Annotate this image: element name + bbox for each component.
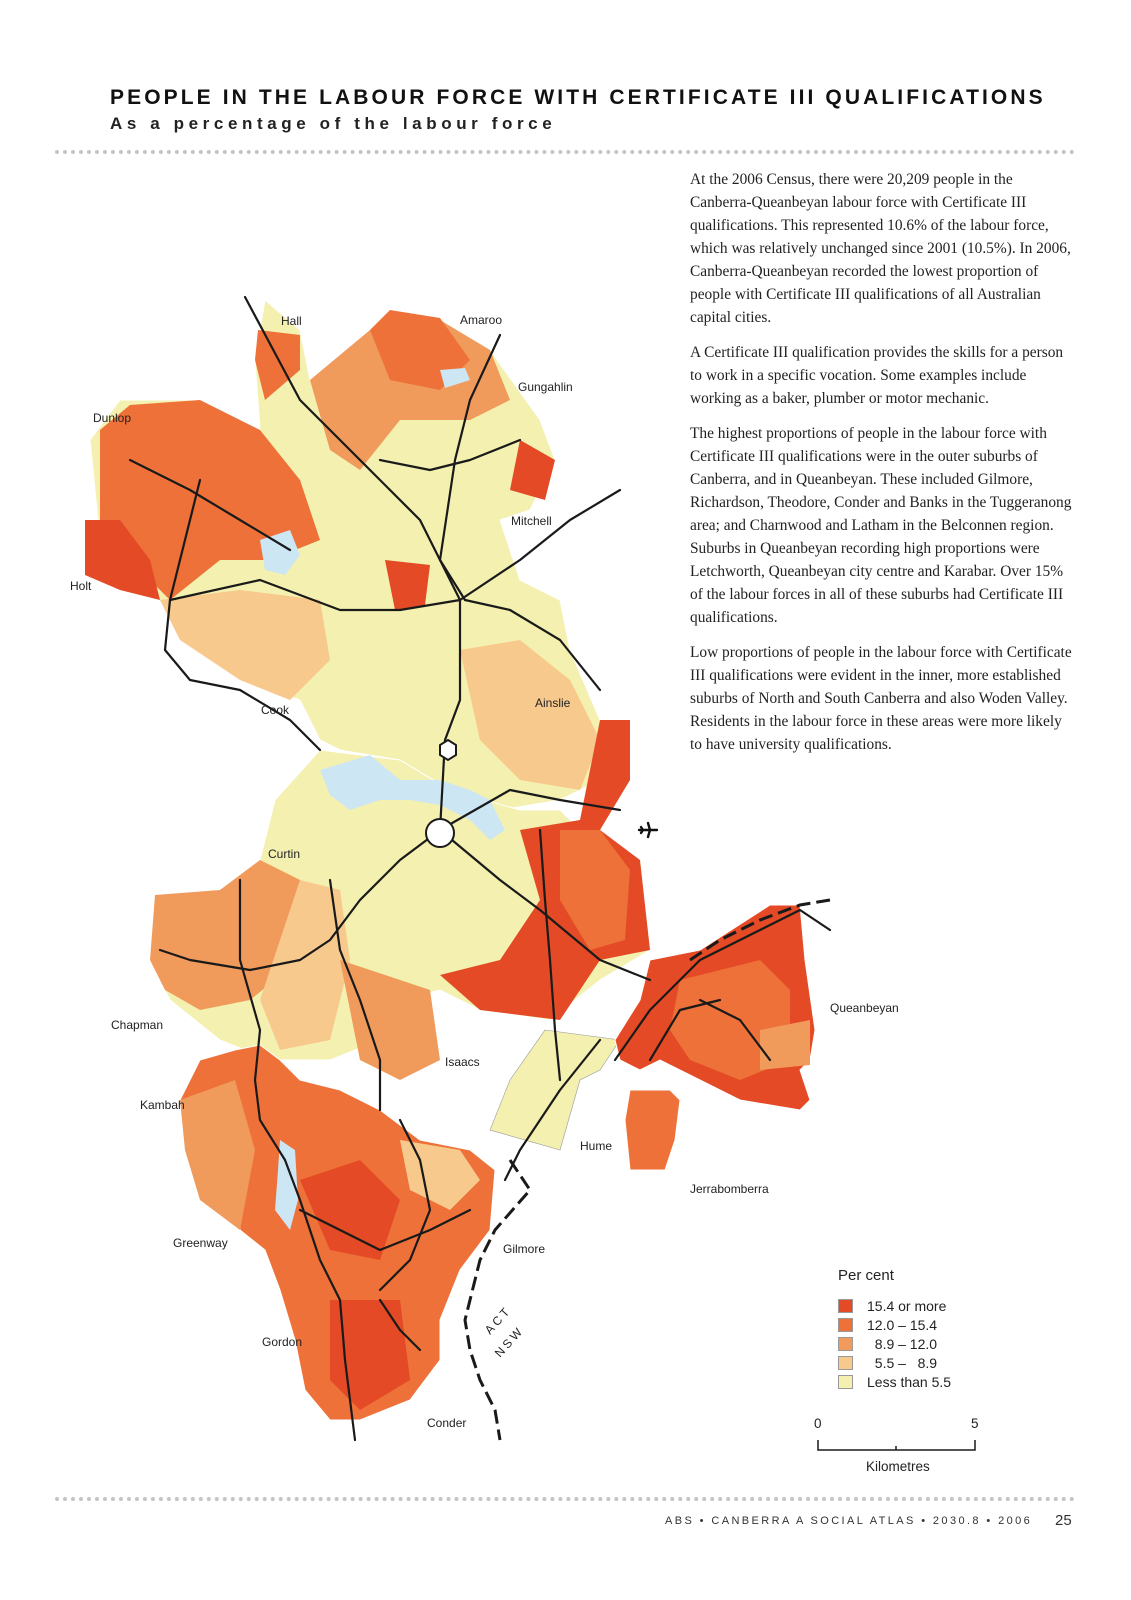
legend-title: Per cent [838, 1267, 894, 1284]
map-region-jerrabomberra [625, 1090, 680, 1170]
bottom-dotted-rule [55, 1497, 1075, 1501]
legend-swatch [838, 1356, 853, 1370]
paragraph: Low proportions of people in the labour force with Certificate III qualifications were evident in the inner, more established suburbs of North and South Canberra and also Woden Valley. Residents in the labour force in these areas were more likely to have university qualifications. [690, 644, 1072, 753]
map-label-nsw: NSW [491, 1323, 527, 1361]
airplane-icon [639, 823, 657, 837]
legend-swatch [838, 1318, 853, 1332]
map-label-hall: Hall [281, 314, 302, 328]
legend-swatch [838, 1299, 853, 1313]
map-label-gungahlin: Gungahlin [518, 380, 573, 394]
map-label-greenway: Greenway [173, 1236, 228, 1250]
map-region-hume [490, 1030, 620, 1150]
footer-text: ABS • CANBERRA A SOCIAL ATLAS • 2030.8 • 2006 [665, 1515, 1033, 1527]
map-label-chapman: Chapman [111, 1018, 164, 1032]
map-label-dunlop: Dunlop [93, 411, 132, 425]
paragraph: The highest proportions of people in the labour force with Certificate III qualifications were in the outer suburbs of Canberra, and in Queanbeyan. These included Gilmore, Richardson, Theodore, Conder and Banks in the Tuggeranong area; and Charnwood and Latham in the Belconnen region. Suburbs in Queanbeyan recording high proportions were Letchworth, Queanbeyan city centre and Karabar. Over 15% of the labour forces in all of these suburbs had Certificate III qualifications. [690, 425, 1072, 626]
legend-item [838, 1372, 951, 1391]
scale-start: 0 [814, 1416, 822, 1431]
map-region-belconnen-mid [160, 590, 330, 700]
city-hill-roundabout [426, 819, 454, 847]
legend-item [838, 1315, 951, 1334]
paragraph: At the 2006 Census, there were 20,209 people in the Canberra-Queanbeyan labour force with Certificate III qualifications. This represented 10.6% of the labour force, which was relatively unchanged since 2001 (10.5%). In 2006, Canberra-Queanbeyan recorded the lowest proportion of people with Certificate III qualifications of all Australian capital cities. [690, 171, 1071, 326]
map-label-gilmore: Gilmore [503, 1242, 546, 1256]
legend-label: Less than 5.5 [867, 1373, 952, 1390]
map-label-hume: Hume [580, 1139, 613, 1153]
scale-bar [818, 1440, 975, 1450]
civic-hexagon [440, 740, 456, 760]
legend-swatch [838, 1375, 853, 1389]
map-label-cook: Cook [261, 703, 290, 717]
map-label-conder: Conder [427, 1416, 467, 1430]
map-label-kambah: Kambah [140, 1098, 185, 1112]
map-label-queanbeyan: Queanbeyan [830, 1001, 899, 1015]
paragraph: A Certificate III qualification provides the skills for a person to work in a specific vocation. Some examples include working as a baker, plumber or motor mechanic. [690, 344, 1064, 407]
map-label-isaacs: Isaacs [445, 1055, 480, 1069]
map-label-act: ACT [481, 1303, 515, 1338]
legend-item [838, 1353, 951, 1372]
map-label-jerrabomberra: Jerrabomberra [690, 1182, 769, 1196]
map-label-ainslie: Ainslie [535, 696, 571, 710]
legend-label: 8.9 – 12.0 [867, 1335, 938, 1352]
map-label-mitchell: Mitchell [511, 514, 552, 528]
page-number: 25 [1055, 1512, 1072, 1529]
map-label-gordon: Gordon [262, 1335, 303, 1349]
legend [838, 1296, 951, 1391]
legend-swatch [838, 1337, 853, 1351]
map-label-curtin: Curtin [268, 847, 301, 861]
page-subtitle: As a percentage of the labour force [110, 114, 557, 133]
legend-item [838, 1334, 951, 1353]
map-label-amaroo: Amaroo [460, 313, 503, 327]
legend-label: 5.5 – 8.9 [867, 1354, 938, 1371]
page-title: PEOPLE IN THE LABOUR FORCE WITH CERTIFICATE III QUALIFICATIONS [110, 86, 1046, 109]
scale-end: 5 [971, 1416, 979, 1431]
map-label-holt: Holt [70, 579, 92, 593]
legend-item [838, 1296, 951, 1315]
legend-label: 12.0 – 15.4 [867, 1316, 938, 1333]
legend-label: 15.4 or more [867, 1297, 947, 1314]
scale-unit: Kilometres [866, 1459, 930, 1474]
